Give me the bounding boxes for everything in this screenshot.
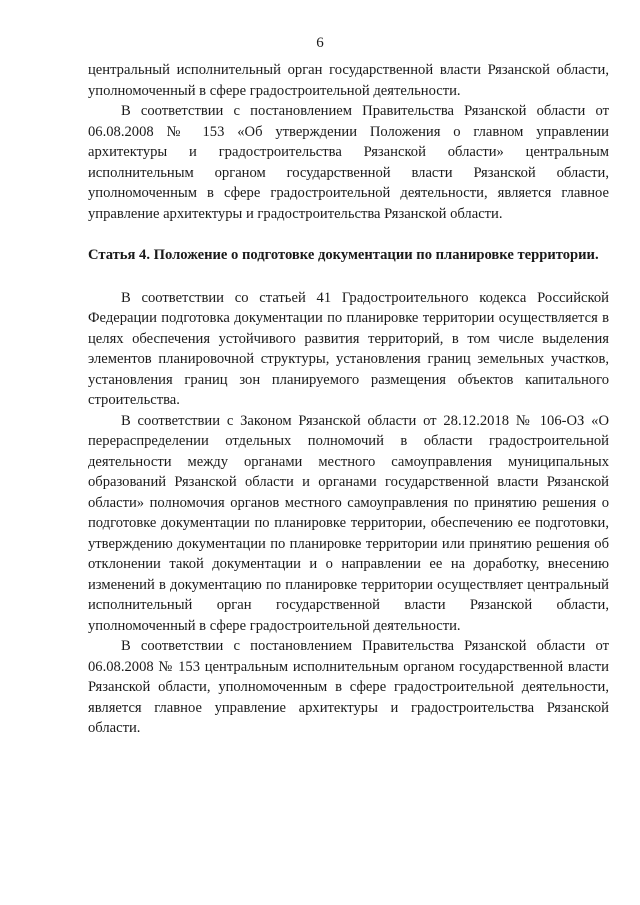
paragraph-article-41: В соответствии со статьей 41 Градостроительного кодекса Российской Федерации подготовка документации по планировке территории осуществляется в целях обеспечения устойчивого развития территорий, в том числе выделения элементов планировочной структуры, установления границ земельных участков, установления границ зон планируемого размещения объектов капитального строительства. [88, 289, 609, 408]
paragraph-resolution-153-repeat: В соответствии с постановлением Правительства Рязанской области от 06.08.2008 № 153 центральным исполнительным органом государственной власти Рязанской области, уполномоченным в сфере градостроительной деятельности, является главное управление архитектуры и градостроительства Рязанской области. [88, 638, 609, 736]
paragraph-resolution-153: В соответствии с постановлением Правительства Рязанской области от 06.08.2008 № 153 «Об утверждении Положения о главном управлении архитектуры и градостроительства Рязанской области» центральным исполнительным органом государственной власти Рязанской области, уполномоченным в сфере градостроительной деятельности, является главное управление архитектуры и градостроительства Рязанской области. [88, 103, 609, 222]
article-title: Статья 4. Положение о подготовке документации по планировке территории. [88, 247, 599, 263]
paragraph-continuation: центральный исполнительный орган государственной власти Рязанской области, уполномоченный в сфере градостроительной деятельности. [88, 62, 609, 99]
paragraph-law-106-oz: В соответствии с Законом Рязанской области от 28.12.2018 № 106-ОЗ «О перераспределении отдельных полномочий в области градостроительной деятельности между органами местного самоуправления муниципальных образований Рязанской области и органами государственной власти Рязанской области» полномочия органов местного самоуправления по принятию решения о подготовке документации по планировке территории, обеспечению ее подготовки, утверждению документации по планировке территории или принятию решения об отклонении такой документации и о направлении ее на доработку, внесению изменений в документацию по планировке территории осуществляет центральный исполнительный орган государственной власти Рязанской области, уполномоченный в сфере градостроительной деятельности. [88, 412, 609, 634]
page-number: 6 [316, 35, 324, 51]
document-body [88, 60, 609, 739]
